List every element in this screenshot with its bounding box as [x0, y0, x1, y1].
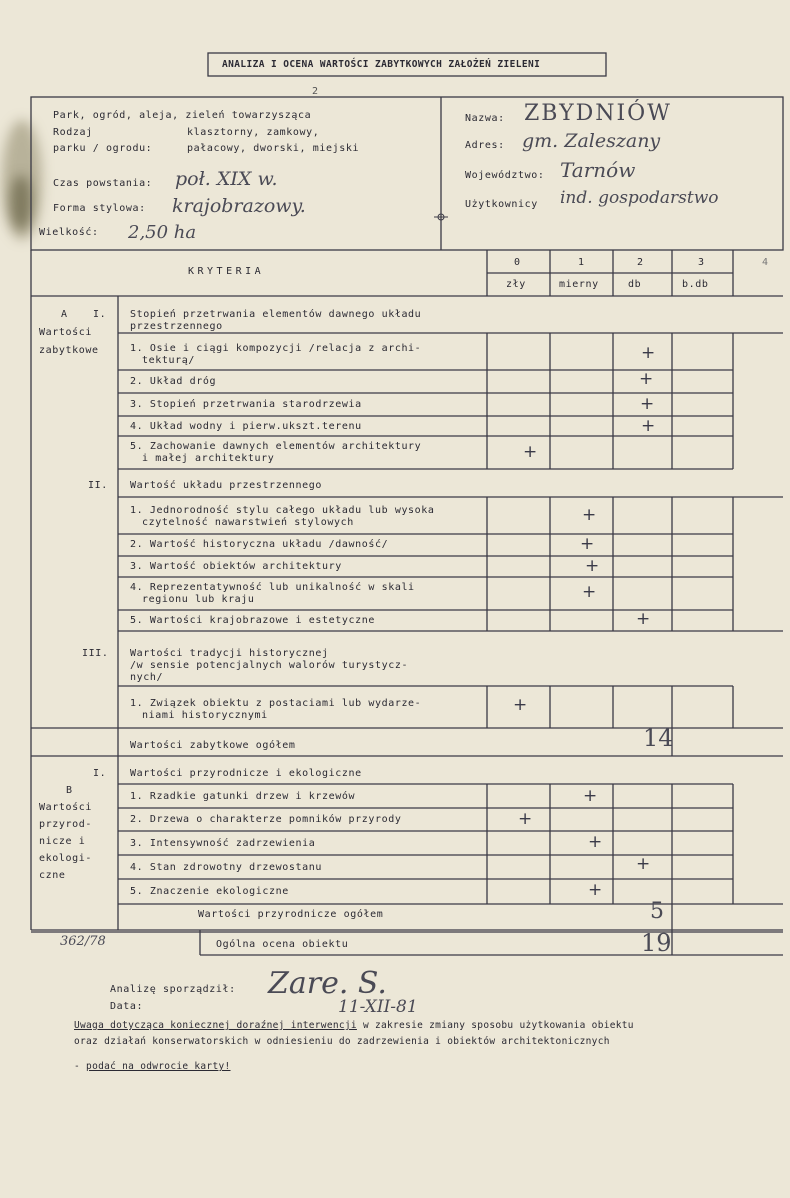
- note-line-3: [74, 1061, 231, 1073]
- archive-number: 362/78: [60, 934, 106, 949]
- row-7-mark: +: [580, 534, 595, 554]
- row-11-text-2: niami historycznymi: [142, 710, 268, 721]
- b-total-value: 5: [650, 899, 664, 924]
- user-label: Użytkownicy: [465, 199, 538, 210]
- section-a-label: Wartości: [39, 327, 92, 338]
- row-9-text: 4. Reprezentatywność lub unikalność w skali: [130, 582, 415, 593]
- section-a-roman: I.: [93, 309, 107, 320]
- row-7-text: 2. Wartość historyczna układu /dawność/: [130, 539, 389, 550]
- row-10-text: 5. Wartości krajobrazowe i estetyczne: [130, 615, 375, 626]
- overall-value: 19: [641, 929, 672, 957]
- criteria-header: KRYTERIA: [188, 266, 265, 277]
- kind-label-2: parku / ogrodu:: [53, 143, 153, 154]
- date-label: Data:: [110, 1001, 144, 1012]
- row-5-text: 5. Zachowanie dawnych elementów architektury: [130, 441, 422, 452]
- section-b-roman: I.: [93, 768, 107, 779]
- b-total-label: Wartości przyrodnicze ogółem: [198, 909, 384, 920]
- group-1-title: Stopień przetrwania elementów dawnego układu: [130, 309, 422, 320]
- row-1-text-2: tekturą/: [142, 355, 195, 366]
- b-row-5-text: 5. Znaczenie ekologiczne: [130, 886, 289, 897]
- section-b-label-3: nicze i: [39, 836, 86, 847]
- row-8-mark: +: [585, 556, 600, 576]
- style-label: Forma stylowa:: [53, 203, 146, 214]
- score-0-num: 0: [514, 257, 521, 268]
- group-2-title: Wartość układu przestrzennego: [130, 480, 322, 491]
- score-2-num: 2: [637, 257, 644, 268]
- document-title: ANALIZA I OCENA WARTOŚCI ZABYTKOWYCH ZAŁOŻEŃ ZIELENI: [222, 59, 541, 70]
- b-row-5-mark: +: [588, 880, 603, 900]
- user-value: ind. gospodarstwo: [560, 188, 719, 208]
- kind-label: Rodzaj: [53, 127, 93, 138]
- top-mark: 2: [312, 86, 319, 97]
- a-total-label: Wartości zabytkowe ogółem: [130, 740, 296, 751]
- kind-options: klasztorny, zamkowy,: [187, 127, 320, 138]
- row-3-text: 3. Stopień przetrwania starodrzewia: [130, 399, 362, 410]
- b-row-4-text: 4. Stan zdrowotny drzewostanu: [130, 862, 322, 873]
- row-9-text-2: regionu lub kraju: [142, 594, 255, 605]
- size-value: 2,50 ha: [128, 222, 197, 243]
- note-dash: -: [74, 1061, 87, 1072]
- type-label: Park, ogród, aleja, zieleń towarzysząca: [53, 110, 312, 121]
- a-total-value: 14: [643, 724, 674, 752]
- row-6-mark: +: [582, 505, 597, 525]
- row-6-text-2: czytelność nawarstwień stylowych: [142, 517, 354, 528]
- note-line-1: [74, 1020, 634, 1032]
- overall-label: Ogólna ocena obiektu: [216, 939, 349, 950]
- section-b-code: B: [66, 785, 73, 796]
- date-value: 11-XII-81: [338, 997, 418, 1017]
- group-1-title-2: przestrzennego: [130, 321, 223, 332]
- score-3-label: b.db: [682, 279, 709, 290]
- row-8-text: 3. Wartość obiektów architektury: [130, 561, 342, 572]
- b-row-3-text: 3. Intensywność zadrzewienia: [130, 838, 316, 849]
- row-3-mark: +: [640, 394, 655, 414]
- section-b-label-2: przyrod-: [39, 819, 92, 830]
- group-3-title-2: /w sensie potencjalnych walorów turystycz-: [130, 660, 409, 671]
- name-label: Nazwa:: [465, 113, 505, 124]
- voivodeship-value: Tarnów: [560, 158, 636, 182]
- section-a-code: A: [61, 309, 68, 320]
- note-emphasis: Uwaga dotycząca koniecznej doraźnej interwencji: [74, 1020, 357, 1031]
- section-b-title: Wartości przyrodnicze i ekologiczne: [130, 768, 362, 779]
- row-9-mark: +: [582, 582, 597, 602]
- row-5-mark: +: [523, 442, 538, 462]
- row-1-mark: +: [641, 343, 656, 363]
- group-3-roman: III.: [82, 648, 109, 659]
- note-text: w zakresie zmiany sposobu użytkowania obiektu: [356, 1020, 634, 1031]
- b-row-2-mark: +: [518, 809, 533, 829]
- address-label: Adres:: [465, 140, 505, 151]
- row-2-mark: +: [639, 369, 654, 389]
- name-value: ZBYDNIÓW: [524, 101, 672, 126]
- note-reverse: podać na odwrocie karty!: [86, 1061, 231, 1072]
- b-row-2-text: 2. Drzewa o charakterze pomników przyrody: [130, 814, 402, 825]
- b-row-1-mark: +: [583, 786, 598, 806]
- row-4-mark: +: [641, 416, 656, 436]
- group-3-title: Wartości tradycji historycznej: [130, 648, 329, 659]
- group-3-title-3: nych/: [130, 672, 164, 683]
- kind-options-2: pałacowy, dworski, miejski: [187, 143, 360, 154]
- row-2-text: 2. Układ dróg: [130, 376, 217, 387]
- row-11-text: 1. Związek obiektu z postaciami lub wydarze-: [130, 698, 422, 709]
- note-line-2: oraz działań konserwatorskich w odniesieniu do zadrzewienia i obiektów architektonicznych: [74, 1036, 610, 1047]
- size-label: Wielkość:: [39, 227, 99, 238]
- score-1-num: 1: [578, 257, 585, 268]
- section-b-label-4: ekologi-: [39, 853, 92, 864]
- score-3-num: 3: [698, 257, 705, 268]
- prepared-label: Analizę sporządził:: [110, 984, 236, 995]
- origin-label: Czas powstania:: [53, 178, 153, 189]
- section-b-label-5: czne: [39, 870, 66, 881]
- row-11-mark: +: [513, 695, 528, 715]
- style-value: krajobrazowy.: [172, 195, 306, 217]
- section-b-label: Wartości: [39, 802, 92, 813]
- row-4-text: 4. Układ wodny i pierw.ukszt.terenu: [130, 421, 362, 432]
- section-a-label-2: zabytkowe: [39, 345, 99, 356]
- extra-col-num: 4: [762, 257, 769, 268]
- voivodeship-label: Województwo:: [465, 170, 545, 181]
- score-1-label: mierny: [559, 279, 599, 290]
- row-5-text-2: i małej architektury: [142, 453, 275, 464]
- row-10-mark: +: [636, 609, 651, 629]
- address-value: gm. Zaleszany: [522, 130, 661, 152]
- row-6-text: 1. Jednorodność stylu całego układu lub wysoka: [130, 505, 435, 516]
- row-1-text: 1. Osie i ciągi kompozycji /relacja z archi-: [130, 343, 422, 354]
- b-row-4-mark: +: [636, 854, 651, 874]
- score-2-label: db: [628, 279, 642, 290]
- b-row-1-text: 1. Rzadkie gatunki drzew i krzewów: [130, 791, 356, 802]
- group-2-roman: II.: [88, 480, 108, 491]
- score-0-label: zły: [506, 279, 526, 290]
- b-row-3-mark: +: [588, 832, 603, 852]
- origin-value: poł. XIX w.: [175, 168, 278, 190]
- signature: Zare. S.: [268, 966, 387, 1001]
